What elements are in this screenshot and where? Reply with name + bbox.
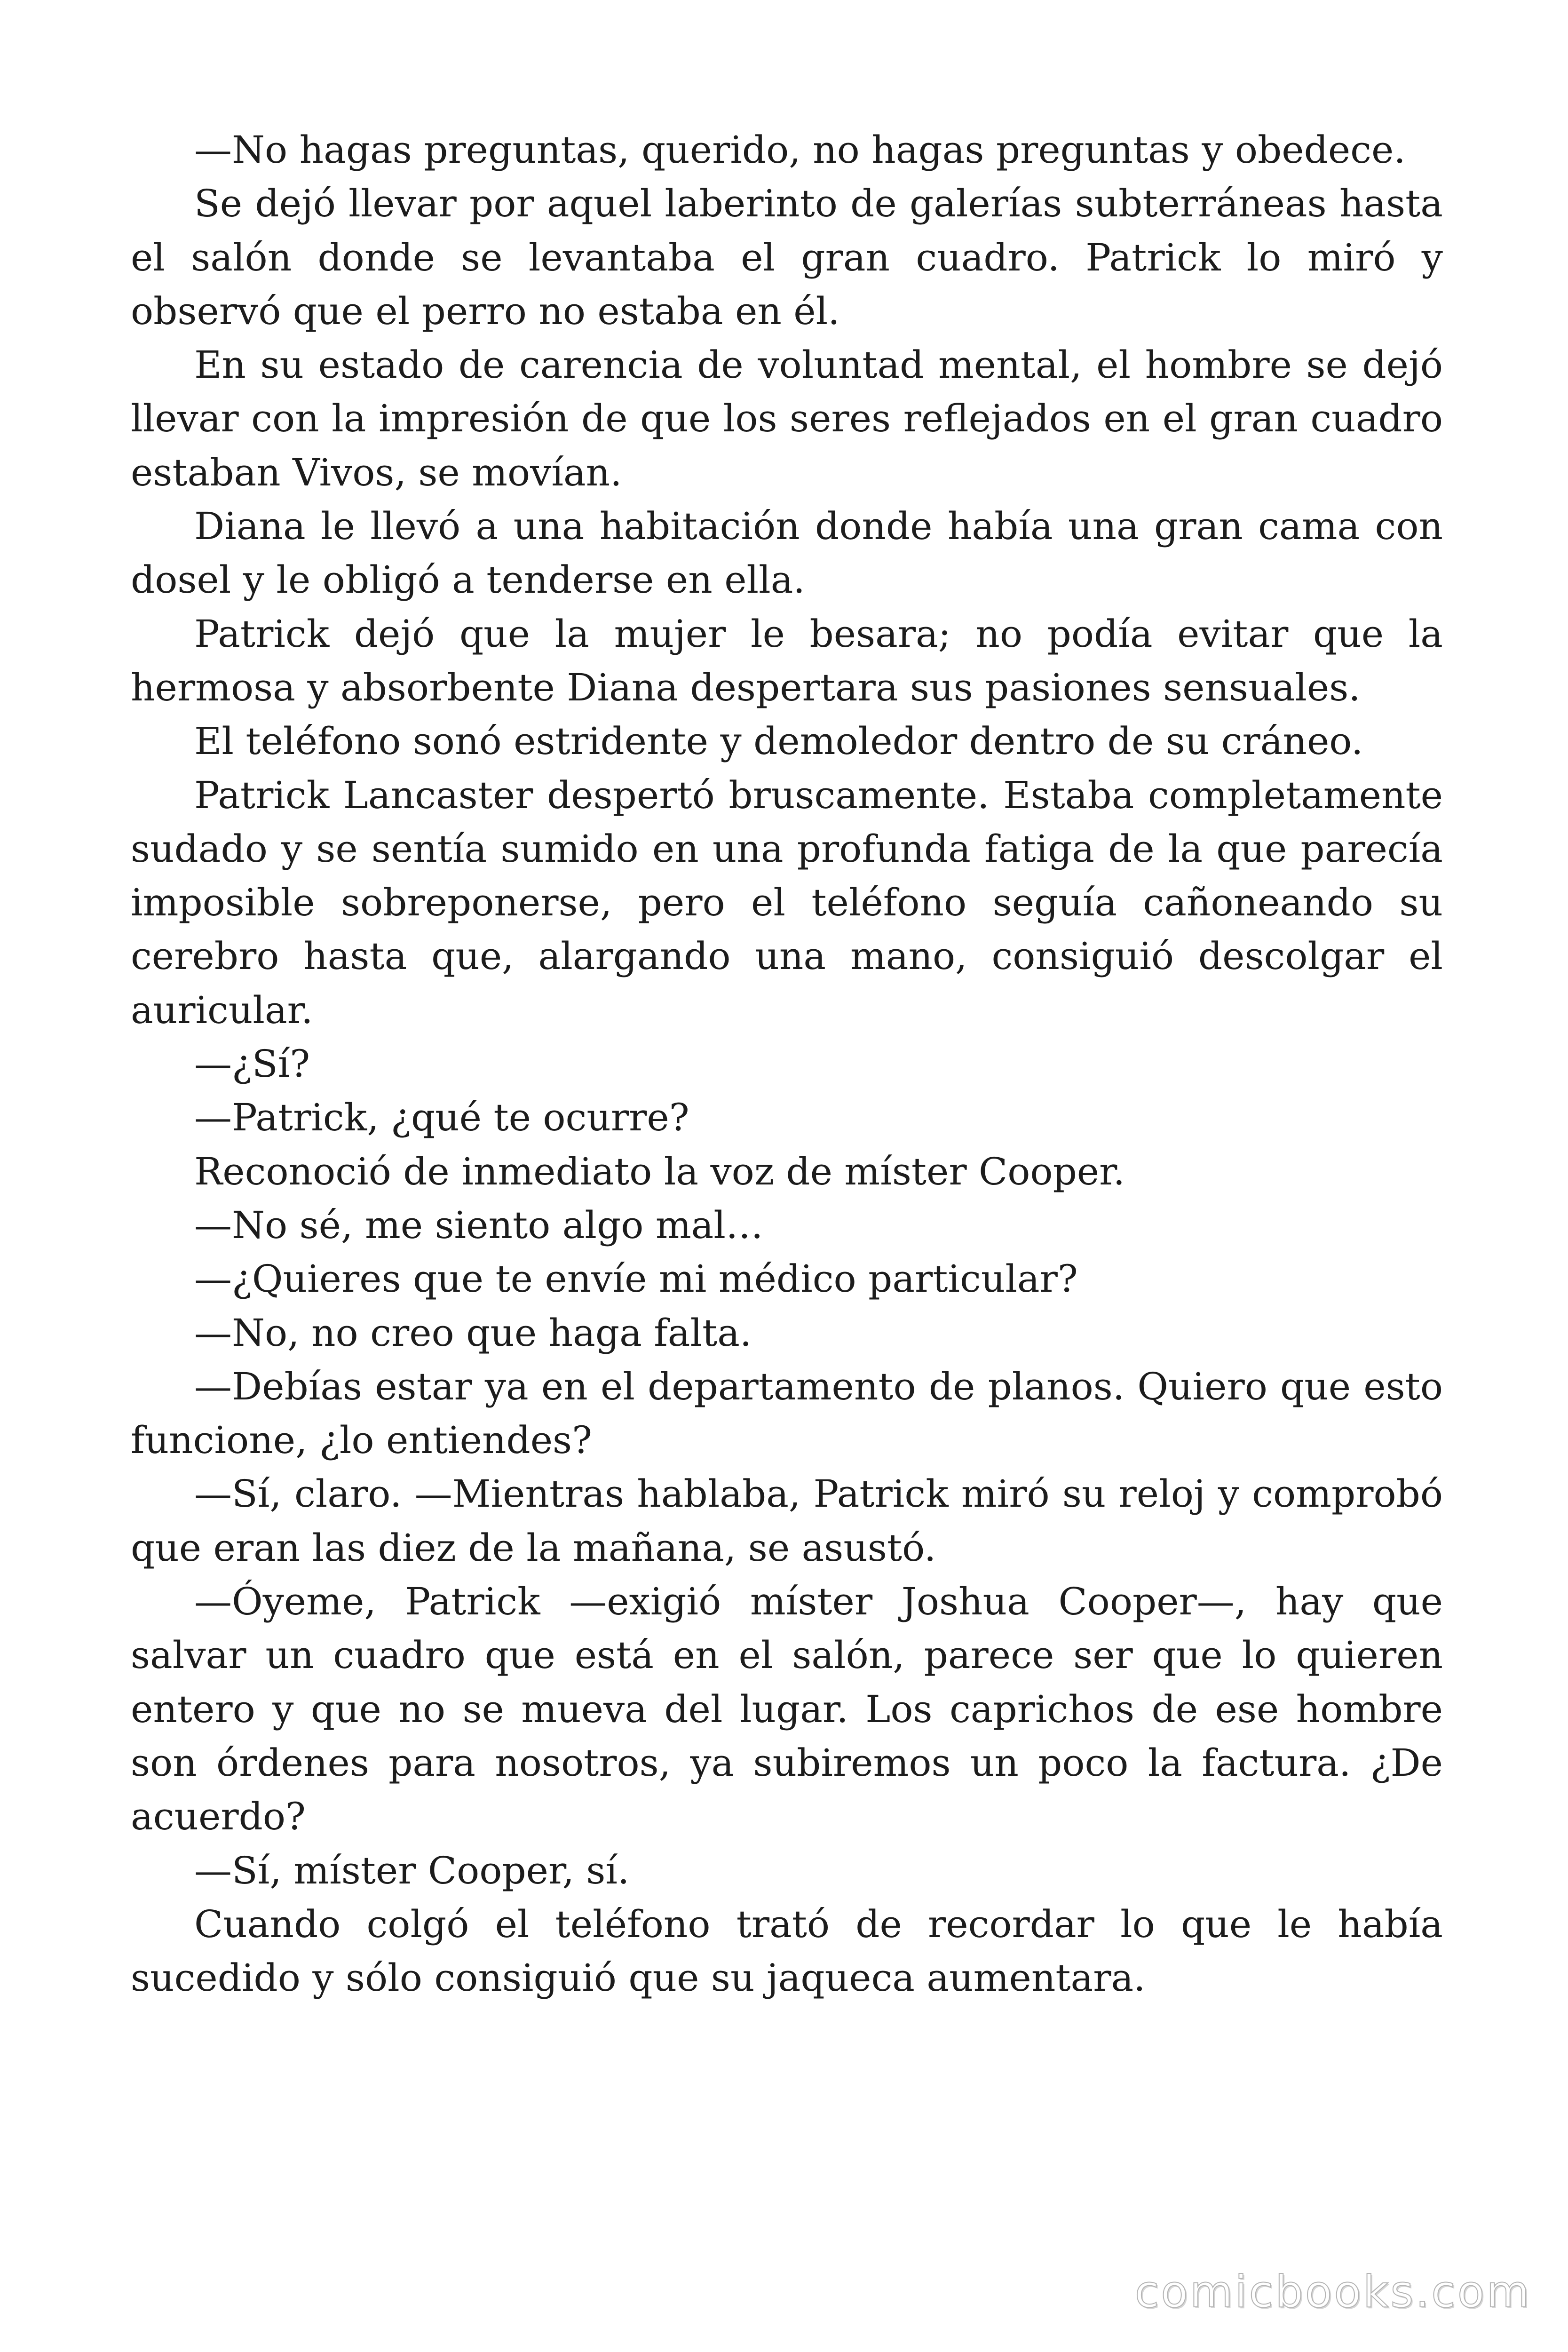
paragraph: Cuando colgó el teléfono trató de recordar lo que le había sucedido y sólo consiguió que su jaqueca aumentara. <box>131 1902 1443 2000</box>
body-text <box>131 123 1443 2005</box>
watermark: comicbooks.com <box>1134 2266 1531 2318</box>
paragraph: —No hagas preguntas, querido, no hagas preguntas y obedece. <box>194 128 1406 172</box>
paragraph: Patrick Lancaster despertó bruscamente. Estaba completamente sudado y se sentía sumido en una profunda fatiga de la que parecía imposible sobreponerse, pero el teléfono seguía cañoneando su cerebro hasta que, alargando una mano, consiguió descolgar el auricular. <box>131 773 1443 1032</box>
paragraph: Patrick dejó que la mujer le besara; no podía evitar que la hermosa y absorbente Diana despertara sus pasiones sensuales. <box>131 612 1443 709</box>
paragraph: —Patrick, ¿qué te ocurre? <box>194 1096 689 1140</box>
paragraph: —Óyeme, Patrick —exigió míster Joshua Cooper—, hay que salvar un cuadro que está en el salón, parece ser que lo quieren entero y que no se mueva del lugar. Los caprichos de ese hombre son órdenes para nosotros, ya subiremos un poco la factura. ¿De acuerdo? <box>131 1580 1443 1839</box>
paragraph: —¿Quieres que te envíe mi médico particular? <box>194 1257 1078 1301</box>
paragraph: —No sé, me siento algo mal… <box>194 1203 763 1247</box>
paragraph: Se dejó llevar por aquel laberinto de galerías subterráneas hasta el salón donde se levantaba el gran cuadro. Patrick lo miró y observó que el perro no estaba en él. <box>131 182 1443 333</box>
paragraph: —¿Sí? <box>194 1042 310 1086</box>
paragraph: —No, no creo que haga falta. <box>194 1311 752 1355</box>
paragraph: Diana le llevó a una habitación donde había una gran cama con dosel y le obligó a tenderse en ella. <box>131 504 1443 602</box>
paragraph: El teléfono sonó estridente y demoledor dentro de su cráneo. <box>194 719 1363 763</box>
paragraph: —Sí, míster Cooper, sí. <box>194 1848 630 1892</box>
paragraph: Reconoció de inmediato la voz de míster Cooper. <box>194 1149 1125 1193</box>
paragraph: En su estado de carencia de voluntad mental, el hombre se dejó llevar con la impresión de que los seres reflejados en el gran cuadro estaban Vivos, se movían. <box>131 343 1443 494</box>
paragraph: —Sí, claro. —Mientras hablaba, Patrick miró su reloj y comprobó que eran las diez de la mañana, se asustó. <box>131 1472 1443 1570</box>
paragraph: —Debías estar ya en el departamento de planos. Quiero que esto funcione, ¿lo entiendes? <box>131 1364 1443 1462</box>
